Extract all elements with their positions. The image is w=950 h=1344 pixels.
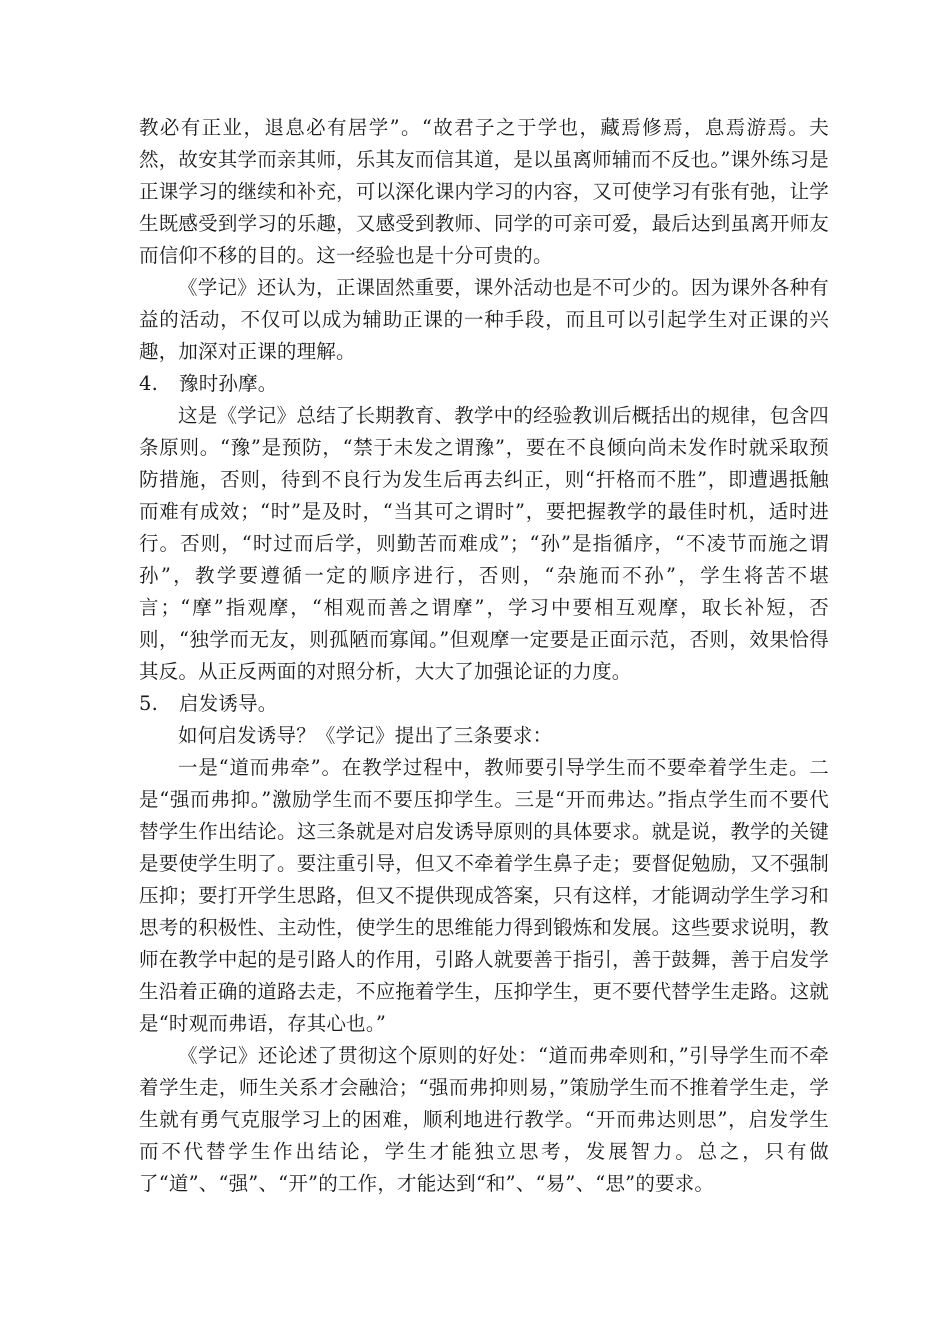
paragraph-benefits: 《学记》还论述了贯彻这个原则的好处：“道而弗牵则和，”引导学生而不牵着学生走，师生关系才会融洽；“强而弗抑则易，”策励学生而不推着学生走，学生就有勇气克服学习上的困难，顺利地进行教学。“开而弗达则思”，启发学生而不代替学生作出结论，学生才能独立思考，发展智力。总之，只有做了“道”、“强”、“开”的工作，才能达到“和”、“易”、“思”的要求。 [139, 1044, 829, 1195]
paragraph-three-requirements: 一是“道而弗牵”。在教学过程中，教师要引导学生而不要牵着学生走。二是“强而弗抑。”激励学生而不要压抑学生。三是“开而弗达。”指点学生而不要代替学生作出结论。这三条就是对启发诱导原则的具体要求。就是说，教学的关键是要使学生明了。要注重引导，但又不牵着学生鼻子走；要督促勉励，又不强制压抑；要打开学生思路，但又不提供现成答案，只有这样，才能调动学生学习和思考的积极性、主动性，使学生的思维能力得到锻炼和发展。这些要求说明，教师在教学中起的是引路人的作用，引路人就要善于指引，善于鼓舞，善于启发学生沿着正确的道路去走，不应拖着学生，压抑学生，更不要代替学生走路。这就是“时观而弗语，存其心也。” [139, 756, 829, 1035]
paragraph-yu-shi-sun-mo: 这是《学记》总结了长期教育、教学中的经验教训后概括出的规律，包含四条原则。“豫”是预防，“禁于未发之谓豫”，要在不良倾向尚未发作时就采取预防措施，否则，待到不良行为发生后再去纠正，则“扞格而不胜”，即遭遇抵触而难有成效；“时”是及时，“当其可之谓时”，要把握教学的最佳时机，适时进行。否则，“时过而后学，则勤苦而难成”；“孙”是指循序，“不凌节而施之谓孙”，教学要遵循一定的顺序进行，否则，“杂施而不孙”，学生将苦不堪言；“摩”指观摩，“相观而善之谓摩”，学习中要相互观摩，取长补短，否则，“独学而无友，则孤陋而寡闻。”但观摩一定要是正面示范，否则，效果恰得其反。从正反两面的对照分析，大大了加强论证的力度。 [139, 404, 829, 683]
section-number: 5. [139, 692, 159, 715]
section-title: 启发诱导。 [179, 692, 278, 715]
section-title: 豫时孙摩。 [179, 372, 278, 395]
paragraph-extracurricular: 《学记》还认为，正课固然重要，课外活动也是不可少的。因为课外各种有益的活动，不仅可以成为辅助正课的一种手段，而且可以引起学生对正课的兴趣，加深对正课的理解。 [139, 276, 829, 363]
section-heading-4 [139, 368, 829, 400]
paragraph-how-to-guide: 如何启发诱导？《学记》提出了三条要求： [178, 724, 553, 747]
paragraph-continuation: 教必有正业，退息必有居学”。“故君子之于学也，藏焉修焉，息焉游焉。夫然，故安其学而亲其师，乐其友而信其道，是以虽离师辅而不反也。”课外练习是正课学习的继续和补充，可以深化课内学习的内容，又可使学习有张有弛，让学生既感受到学习的乐趣，又感受到教师、同学的可亲可爱，最后达到虽离开师友而信仰不移的目的。这一经验也是十分可贵的。 [139, 116, 829, 267]
section-number: 4. [139, 372, 159, 395]
body-text [139, 112, 829, 1200]
section-heading-5 [139, 688, 829, 720]
